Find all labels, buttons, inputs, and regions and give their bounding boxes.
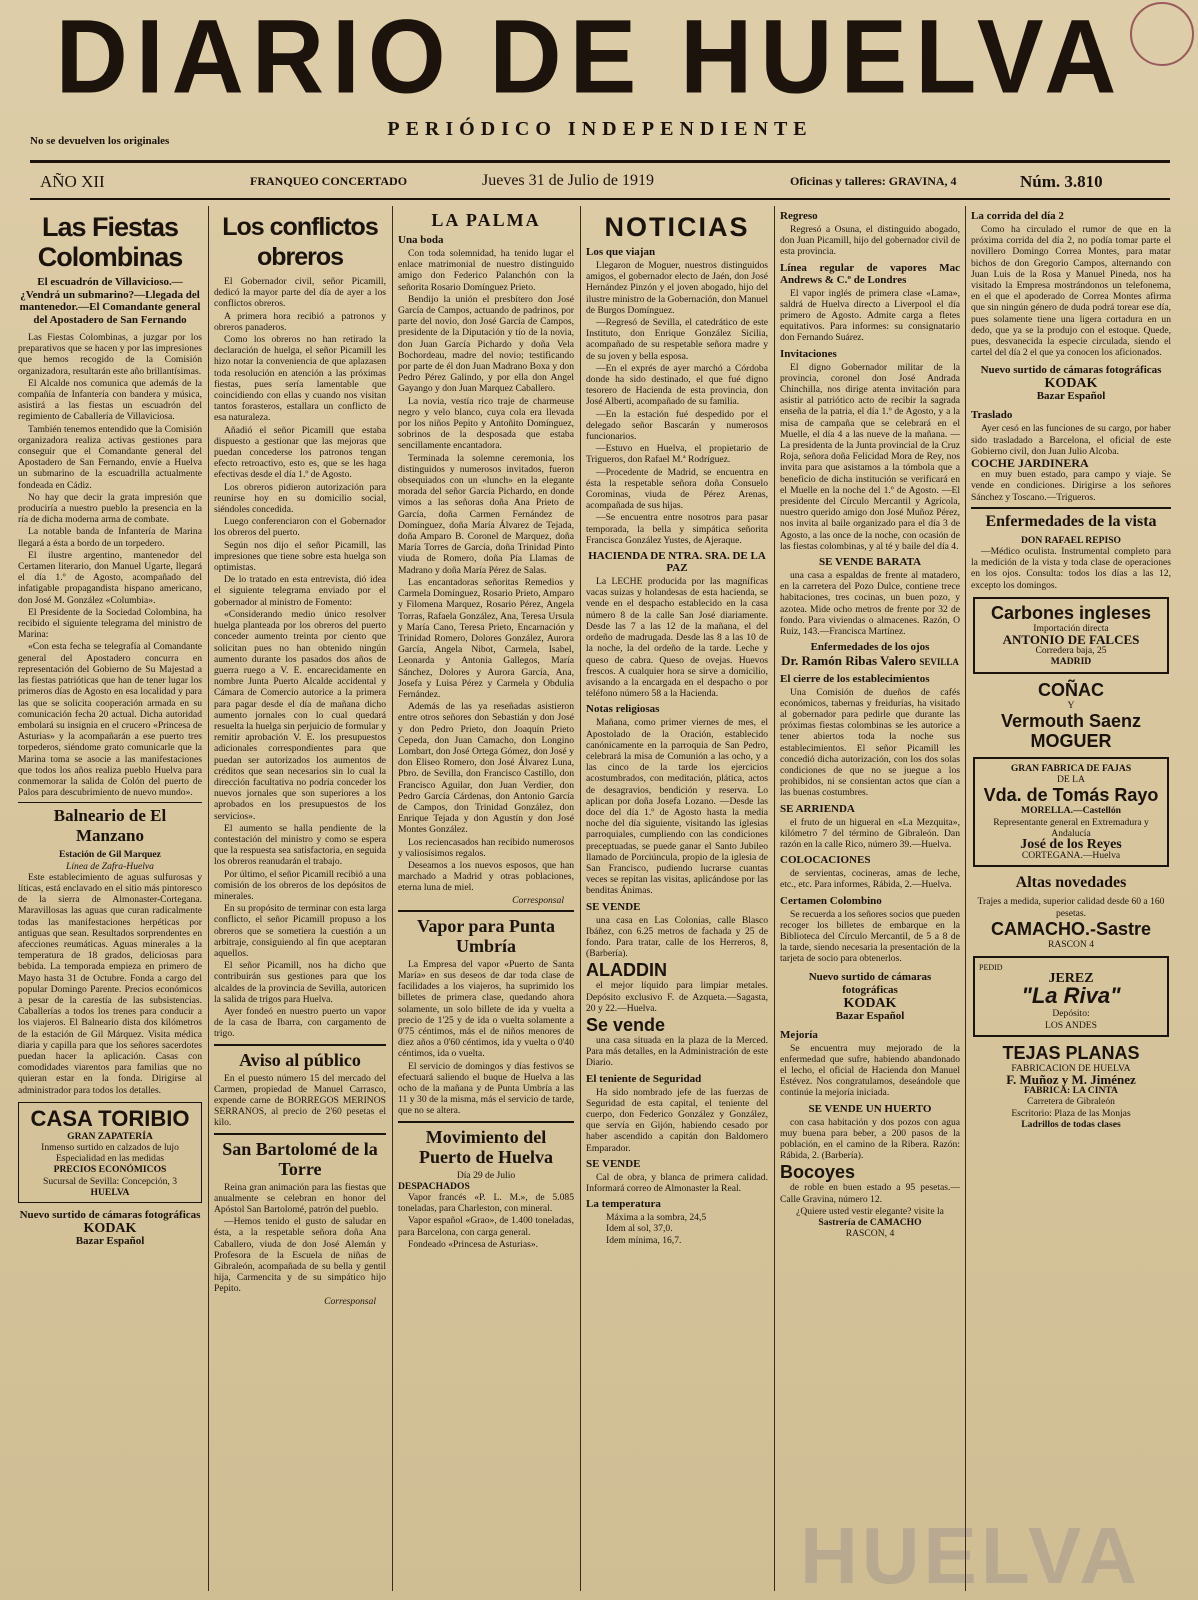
column-rule [208,206,209,1591]
ojos-doctor [780,655,960,668]
ad-carbones-ingleses [973,597,1169,674]
article-paragraph: Terminada la solemne ceremonia, los distinguidos y numerosos invitados, fueron obsequiados con un «lunch» en la elegante morada del señor García Pichardo, en donde vimos a las señoras doña Ana Prieto de García, doña Carmen Fernández de Domínguez, doña María Álvarez de Tejada, doña Amparo B. Coronel de Marquez, doña María Torres de García, doña Trinidad Pinto viuda de Romero, doña Pía Llamas de Madrano y doña María Pérez de Salas. [398,452,574,576]
signature: Corresponsal [324,1295,376,1307]
deck-fiestas: El escuadrón de Villavicioso.—¿Vendrá un submarino?—Llegada del mantenedor.—El Comandante general del Apostadero de San Fernando [19,276,201,326]
dateline-date: Jueves 31 de Julio de 1919 [482,172,654,189]
altas-name: CAMACHO.-Sastre [990,918,1152,939]
article-paragraph: El señor Picamill, nos ha dicho que contribuirán sus gestiones para que los alcaldes de la provincia de Sevilla, autoricen la salida de trigos para Huelva. [214,960,386,1005]
article-paragraph: También tenemos entendido que la Comisión organizadora realiza activas gestiones para conseguir que el Comandante general del Apostadero de San Fernando, envíe a Huelva un submarino de la escuadrilla actualmente fondeada en Cádiz. [18,423,202,491]
casa-toribio-line: PRECIOS ECONÓMICOS [53,1164,167,1176]
movimiento-date: Día 29 de Julio [456,1169,516,1181]
kodak-line: Bazar Español [75,1235,145,1248]
vista-doctor: DON RAFAEL REPISO [1020,534,1122,546]
ad-coche-title: COCHE JARDINERA [971,456,1089,471]
subhead-se-vende-huerto: SE VENDE UN HUERTO [808,1102,932,1115]
article-paragraph: Ayer cesó en las funciones de su cargo, por haber sido trasladado a Barcelona, el oficial de este Gobierno civil, don Juan Julio Alcoba. [971,423,1171,457]
kodak-brand: KODAK [83,1221,137,1237]
article-paragraph: La notable banda de Infantería de Marina llegará a ésta a bordo de un torpedero. [18,526,202,549]
camacho-address: RASCON, 4 [845,1228,895,1240]
carbones-title: Carbones ingleses [990,602,1152,623]
subhead-los-que-viajan: Los que viajan [586,246,656,258]
casa-toribio-line: Inmenso surtido en calzados de lujo [41,1142,179,1153]
subhead-se-arrienda: SE ARRIENDA [780,802,855,815]
column-4 [586,206,768,1591]
carbones-line: Importación directa [1033,622,1109,634]
article-paragraph: una casa en Las Colonias, calle Blasco Ibáñez, con 6.25 metros de fachada y 25 de fondo. Para tratar, calle de los Herreros, 8, (Barbería). [586,914,768,960]
headline-san-bartolome: San Bartolomé de la Torre [214,1133,386,1179]
archive-watermark: HUELVA [800,1511,1142,1600]
article-paragraph: Fondeado «Princesa de Asturias». [408,1238,539,1250]
article-paragraph: Una Comisión de dueños de cafés económicos, tabernas y freidurías, ha visitado al gobernador para pedirle que durante las próximas fiestas colombinas se les autorice a tener abiertos toda la noche sus establecimientos. El señor Picamill les concedió dicha autorización, con los dos solas condiciones de que no se juegue a los prohibidos, ni se consientan actos que cían a las buenas costumbres. [780,686,960,799]
altas-title: Altas novedades [1015,874,1127,892]
article-paragraph: —Se encuentra entre nosotros para pasar temporada, la bella y simpática señorita Francisca González Yustes, de Ajeraque. [586,512,768,546]
article-paragraph: El vapor inglés de primera clase «Lama», saldrá de Huelva directo a Liverpool el día primero de Agosto. Admite carga a fletes equitativos. Para informes: su consignatario don Fernando Suárez. [780,287,960,344]
headline-enfermedades-vista: Enfermedades de la vista [971,507,1171,532]
subhead-temperatura: La temperatura [586,1198,661,1211]
casa-toribio-title: CASA TORIBIO [30,1105,190,1131]
article-paragraph: Cal de obra, y blanca de primera calidad. Informará correo de Almonaster la Real. [586,1171,768,1195]
subhead-se-vende: SE VENDE [586,1157,641,1170]
tejas-line: FABRICACION DE HUELVA [1011,1062,1131,1074]
tejas-line: F. Muñoz y M. Jiménez [1006,1071,1136,1087]
article-paragraph: «Con esta fecha se telegrafía al Comandante general del Apostadero concurra en representación del Gobierno de Su Majestad a las fiestas patrióticas que han de tener lugar los primeros días de Agosto en esa localidad y para las que se solicita cooperación armada en su comunicación fecha 20 actual. Dicha autoridad embolará su insignia en el crucero «Princesa de Asturias» y la acompañarán a ese puerto tres torpederos, siéndome grato comunicarle que la Marina toma se asocie a las manifestaciones que todos los años realiza pueblo Huelva para conmemorar la salida de Colón del puerto de Palos para descubrimiento de nuevo mundo». [18,641,202,799]
temperature-line: Idem al sol, 37,0. [606,1223,673,1235]
carbones-line: Corredera baja, 25 [1035,645,1107,657]
article-paragraph: —Hemos tenido el gusto de saludar en ésta, a la respetable señora doña Ana Caballero, viuda de don José Alemán y Profesora de la Escuela de niñas de Gibraleón, acompañada de su bella y gentil hija, Carmencita y de su simpático hijo Pepito. [214,1216,386,1295]
article-paragraph: Añadió el señor Picamill que estaba dispuesto a gestionar que las mejoras que puedan concederse los patronos tengan efecto retroactivo, esto es, que se les haga efectivas desde el día 1.º de Agosto. [214,424,386,481]
article-paragraph: Este establecimiento de aguas sulfurosas y líticas, está enclavado en el sitio más pintoresco de la sierra de Almonaster-Cortegana. Maravillosas las aguas que curan radicalmente todas las manifestaciones herpéticas por antiguas que sean. Resultados sorprendentes en afecciones reumáticas. Aguas minerales a la temperatura de 18 grados, deliciosas para bebida. La temporada empieza en primero de Mayo hasta 31 de Octubre. Fonda a cargo del popular Domingo Parente. Precios económicos a pesar de la carestía de las subsistencias. Caballerías a todos los trenes para conducir a los viajeros. El Balneario dista dos kilómetros de la estación de Gil Márquez. Visita médica diaria y capilla para que los señores sacerdotes puedan hacer la aplicación. Casas con comodidades viarentos para familias que no quieran estar en la fonda. Dirigirse al administrador para todos los detalles. [18,871,202,1096]
article-paragraph: El Presidente de la Sociedad Colombina, ha recibido el siguiente telegrama del ministro de Marina: [18,606,202,641]
subhead-enfermedades-ojos: Enfermedades de los ojos [810,641,930,654]
headline-vapor-punta-umbria: Vapor para Punta Umbría [398,910,574,956]
column-rule [774,206,775,1591]
ojos-doctor-name: Dr. Ramón Ribas Valero [781,653,917,669]
ad-aladdin-title: ALADDIN [586,960,667,981]
subhead-traslado: Traslado [971,409,1013,422]
article-paragraph: —Médico oculista. Instrumental completo para la medición de la vista y toda clase de operaciones en los ojos. Consulta: todos los días a las 12, excepto los domingos. [971,546,1171,591]
article-paragraph: —En la estación fué despedido por el delegado señor Bascarán y numerosos funcionarios. [586,408,768,443]
headline-noticias: NOTICIAS [604,212,750,242]
article-paragraph: una casa situada en la plaza de la Merced. Para más detalles, en la Administración de este Diario. [586,1034,768,1069]
fajas-name: Vda. de Tomás Rayo [983,785,1159,806]
kodak-line: Nuevo surtido de cámaras fotográficas [980,364,1162,377]
article-paragraph: Como los obreros no han retirado la declaración de huelga, el señor Picamill les hizo notar la conveniencia de que aplazasen toda resolución en atención a las próximas fiestas, pues sería lamentable que coincidiendo con ellas y cuando nos visitan tantos forasteros, estallara un conflicto de esa naturaleza. [214,334,386,424]
subhead-hacienda: HACIENDA DE NTRA. SRA. DE LA PAZ [588,550,766,575]
article-paragraph: —Estuvo en Huelva, el propietario de Trigueros, don Rafael M.ª Rodríguez. [586,443,768,466]
ad-kodak [18,1209,202,1248]
conac-line: COÑAC [1038,679,1104,700]
subhead-notas-religiosas: Notas religiosas [586,703,660,716]
ad-casa-toribio [18,1102,202,1203]
article-paragraph: El Gobernador civil, señor Picamill, dedicó la mayor parte del día de ayer a los conflictos obreros. [214,276,386,310]
article-paragraph: El Alcalde nos comunica que además de la compañía de Infantería con bandera y música, asistirá a las fiestas un escuadrón del regimiento de Caballería de Villaviciosa. [18,377,202,423]
ad-bocoyes-title: Bocoyes [780,1162,856,1183]
column-6 [971,206,1171,1591]
article-paragraph: El digno Gobernador militar de la provincia, coronel don José Andrada Chinchilla, nos dirige atenta invitación para asistir al patriótico acto de recibir la sagrada enseña de la patria, el día 1.º de Agosto, y a la misa de campaña que se celebrará en el Muelle, el día 4 a las nueve de la mañana. —La presidenta de la Junta provincial de la Cruz Roja, señora doña Felicidad Mora de Rey, nos invita para que asistamos a la tómbola que a beneficio de dicha institución se verificará en el Muelle en la noche del 1.º de Agosto. —El presidente del Círculo Mercantil y Agrícola, nuestro querido amigo don José Muñoz Pérez, nos invita al baile organizado para el día 3 de Agosto, a las once de la noche, con ocasión de las fiestas colombinas, y al té y baile del día 4. [780,361,960,552]
tejas-line: Carretera de Gibraleón [1027,1096,1115,1108]
conac-line: Vermouth Saenz [1000,710,1142,731]
tejas-title: TEJAS PLANAS [1002,1042,1140,1063]
masthead-rule-bottom [30,198,1170,200]
column-3 [398,206,574,1591]
balneario-line: Línea de Zafra-Huelva [66,860,154,872]
kodak-brand: KODAK [843,995,897,1011]
fajas-line: DE LA [1057,774,1085,786]
column-rule [392,206,393,1591]
article-paragraph: Los obreros pidieron autorización para reunirse hoy en su domicilio social, siéndoles concedida. [214,481,386,516]
headline-conflictos-obreros: Los conflictos obreros [222,213,378,271]
temperature-line: Idem mínima, 16,7. [606,1234,682,1246]
ad-fajas [973,757,1169,867]
article-paragraph: El servicio de domingos y días festivos se efectuará saliendo el buque de Huelva a las ocho de la mañana y de Punta Umbría a las 11 y 30 de la misma, más el servicio de tarde, que no se altera. [398,1060,574,1117]
fajas-line: Representante general en Extremadura y Andalucía [993,816,1149,839]
tejas-line: Escritorio: Plaza de las Monjas [1011,1107,1131,1119]
column-5 [780,206,960,1591]
article-paragraph: de roble en buen estado a 95 pesetas.—Calle Gravina, número 12. [780,1182,960,1205]
ad-altas-novedades [971,873,1171,950]
camacho-name: Sastrería de CAMACHO [818,1217,922,1228]
article-paragraph: Bendijo la unión el presbítero don José García de Campos, actuando de padrinos, por parte del novio, don José García de Campos, presidente de la Diputación y tío de la novia, don Juan García Pichardo y doña Vela Bochordeau, madre del novio; testificando por parte de él don Juan Madrano Boxa y don Pedro Pérez Galindo, y por ella don Angel Gayango y don Juan Marquez Caballero. [398,293,574,395]
jerez-line: PEDID [979,962,1003,972]
article-paragraph: Según nos dijo el señor Picamill, las impresiones que tiene sobre esta huelga son optimistas. [214,539,386,574]
article-paragraph: —En el exprés de ayer marchó a Córdoba donde ha sido destinado, el que fué digno tesorero de Hacienda de esta provincia, don José Alberti, acompañado de su familia. [586,362,768,408]
article-paragraph: Se encuentra muy mejorado de la enfermedad que sufre, habiendo abandonado el lecho, el oficial de Hacienda don Manuel Estévez. Nos congratulamos, deseándole que continúe la mejoría iniciada. [780,1042,960,1099]
column-1 [18,206,202,1591]
fajas-line: José de los Reyes [1020,836,1122,852]
fajas-line: CORTEGANA.—Huelva [1021,850,1121,862]
subhead-corrida: La corrida del día 2 [971,210,1064,222]
altas-text: Trajes a medida, superior calidad desde 60 a 160 pesetas. [977,896,1165,919]
dateline-number: Núm. 3.810 [1020,172,1103,191]
jerez-brand: "La Riva" [1021,983,1121,1009]
tejas-line: FABRICA: LA CINTA [1024,1085,1118,1097]
subhead-colocaciones: COLOCACIONES [780,854,871,867]
column-2 [214,206,386,1591]
article-paragraph: Con toda solemnidad, ha tenido lugar el enlace matrimonial de nuestro distinguido amigo don Federico Palanchón con la señorita Rosario Domínguez Prieto. [398,248,574,293]
kodak-line: Nuevo surtido de cámaras fotográficas [19,1209,201,1222]
article-paragraph: Además de las ya reseñadas asistieron entre otros señores don Sebastián y don José y don Pedro Prieto, don Joaquín Prieto Cepeda, don Juan Camacho, don Longino Lombart, don José Ortega Gómez, don José y don Eliseo Romero, don José Álvarez Luna, Pbro. de Sevilla, don Francisco Castillo, don Francisco Aguilar, don Juan Verdier, don Pedro García Cárdenas, don Antonio García de Campos, don Trinidad González, don Enrique Tejada y don Agustín y don José Montes González. [398,701,574,836]
subhead-una-boda: Una boda [398,234,444,246]
signature: Corresponsal [512,894,564,906]
conac-line: Y [1067,699,1075,711]
article-paragraph: Ayer fondeó en nuestro puerto un vapor de la casa de Ibarra, con cargamento de trigo. [214,1006,386,1040]
article-paragraph: Las encantadoras señoritas Remedios y Carmela Domínguez, Rosario Prieto, Amparo y Filomena Marquez, Rosario Pérez, Angela Torras, Rafaela González, Ana, Teresa Ursula y María Cano, Teresa Prieto, Encarnación y Trinidad Romero, Dolores González, Aurora García, Angela Nibot, Carmela, Isabel, Leonarda y Antonia Gallegos, María Sánchez, Dolores y Aurora García, Ana, Josefa y Luisa Pérez y Carmela y Obdulia Fernández. [398,576,574,700]
article-paragraph: En el puesto número 15 del mercado del Carmen, propiedad de Manuel Carrasco, expende carne de BORREGOS MERINOS SERRANOS, al precio de 2'60 pesetas el kilo. [214,1072,386,1129]
kodak-line: Bazar Español [1036,390,1106,403]
casa-toribio-line: Especialidad en las medidas [56,1153,164,1165]
article-paragraph: el mejor líquido para limpiar metales. Depósito exclusivo F. de Azqueta.—Sagasta, 20 y 22.—Huelva. [586,980,768,1014]
article-paragraph: A primera hora recibió a patronos y obreros panaderos. [214,310,386,333]
headline-balneario: Balneario de El Manzano [18,802,202,846]
ojos-city: SEVILLA [919,657,959,668]
column-rule [580,206,581,1591]
temperature-line: Máxima a la sombra, 24,5 [606,1212,707,1224]
fajas-line: MORELLA.—Castellón [1021,805,1121,817]
ad-kodak [971,364,1171,403]
article-paragraph: Ha sido nombrado jefe de las fuerzas de Seguridad de esta capital, el teniente del cuerpo, don Federico González y González, que servía en Gijón, habiendo cesado por haber ascendido a capitán don Baldomero Emparador. [586,1086,768,1154]
article-paragraph: Reina gran animación para las fiestas que anualmente se celebran en honor del Apóstol San Bartolomé, patrón del pueblo. [214,1181,386,1216]
fajas-line: GRAN FABRICA DE FAJAS [1010,762,1132,774]
subhead-certamen: Certamen Colombino [780,894,882,907]
subhead-teniente: El teniente de Seguridad [586,1072,702,1085]
article-paragraph: La Empresa del vapor «Puerto de Santa María» en sus deseos de dar toda clase de facilidades a los viajeros, ha suprimido los billetes de primera clase, quedando ahora solamente, un solo billete de ida y vuelta a precio de 1'25 y de ida o vuelta solamente a 0'75 céntimos, más el de niños menores de diez años a 0'60 céntimos, ida y vuelta o 0'40 céntimos, ida o vuelta. [398,958,574,1060]
masthead-rule-top [30,160,1170,163]
article-paragraph: En su propósito de terminar con esta larga conflicto, el señor Picamill propuso a los obreros que se sometiera la cuestión a un arbitraje, consiguiendo al fin que aceptaran aquellos. [214,903,386,959]
article-paragraph: La LECHE producida por las magníficas vacas suizas y holandesas de esta hacienda, se vende en el despacho establecido en la casa número 8 de la calle San José diariamente. Desde las 7 a las 12 de la mañana, el del ordeño de madrugada. Desde las 8 a las 10 de la noche, la del ordeño de la tarde. Leche y queso de cabra. Queso de ovejas. Huevos frescos. A cualquier hora se sirve a domicilio, avisando a la encargada en el despacho o por teléfono número 58 a la Hacienda. [586,576,768,700]
article-paragraph: de servientas, cocineras, amas de leche, etc., etc. Para informes, Rábida, 2.—Huelva. [780,868,960,891]
subhead-se-vende-barata: SE VENDE BARATA [818,556,922,569]
subhead-regreso: Regreso [780,210,818,222]
article-paragraph: Vapor español «Grao», de 1.400 toneladas, para Barcelona, con carga general. [398,1215,574,1238]
headline-la-palma: LA PALMA [431,210,541,230]
article-paragraph: —Procedente de Madrid, se encuentra en ésta la respetable señora doña Consuelo Corominas, viuda de Pérez Arenas, acompañada de sus hijas. [586,466,768,512]
casa-toribio-line: HUELVA [90,1186,130,1198]
article-paragraph: Por último, el señor Picamill recibió a una comisión de los obreros de los depósitos de minerales. [214,868,386,902]
article-paragraph: Luego conferenciaron con el Gobernador los obreros del puerto. [214,516,386,539]
article-paragraph: No hay que decir la grata impresión que produciría a nuestro pueblo la presencia en la ría de dicha moderna arma de combate. [18,491,202,526]
headline-fiestas-colombinas: Las Fiestas Colombinas [37,212,183,272]
article-paragraph: El aumento se halla pendiente de la contestación del ministro y como se espera que la respuesta sea satisfactoria, en seguida los obreros reanudarán el trabajo. [214,822,386,868]
article-paragraph: Regresó a Osuna, el distinguido abogado, don Juan Picamill, hijo del gobernador civil de esta provincia. [780,224,960,258]
article-paragraph: con casa habitación y dos pozos con agua muy buena para beber, a 200 pasos de la población, en el camino de la Ribera. Razón: Rábida, 2. (Barbería). [780,1116,960,1162]
column-rule [965,206,966,1591]
subhead-se-vende: SE VENDE [586,900,641,913]
ad-kodak [780,971,960,1023]
camacho-question: ¿Quiere usted vestir elegante? visite la [796,1205,944,1217]
casa-toribio-line: Sucursal de Sevilla: Concepción, 3 [42,1175,178,1187]
altas-address: RASCON 4 [1047,938,1095,950]
ad-se-vende-title: Se vende [586,1014,666,1035]
article-paragraph: El ilustre argentino, mantenedor del Certamen literario, don Manuel Ugarte, llegará el día 1.º de Agosto, acompañado del infatigable propagandista hispano americano, don José M. González «Columbia». [18,549,202,606]
article-paragraph: De lo tratado en esta entrevista, dió idea el siguiente telegrama enviado por el gobernador al ministro de Fomento: [214,574,386,608]
masthead-title: DIARIO DE HUELVA [55,0,1125,116]
article-paragraph: en muy buen estado, para campo y viaje. Se vende en condiciones. Dirigirse a los señores Sánchez y Toscano.—Trigueros. [971,469,1171,503]
masthead-motto: No se devuelven los originales [30,135,170,147]
balneario-station: Estación de Gil Marquez [59,849,161,861]
article-paragraph: Mañana, como primer viernes de mes, el Apostolado de la Oración, establecido canónicamente en la parroquia de San Pedro, celebrará la misa de Comunión a las ocho, y a las cinco de la tarde los ejercicios acostumbrados, con meditación, plática, actos de desagravios, bendición y reserva. Lo aplican por doña Josefa Lozano. —Desde las doce del día 1.º de Agosto hasta la media noche del día siguiente, visitando las iglesias parroquiales, cumpliendo con las condiciones preceptuadas, se puede ganar el Santo Jubileo llamado de Porciúncula, propio de la iglesia de San Francisco, pudiendo lucrarse cuantas veces se repitan las visitas, aplicándose por las benditas Ánimas. [586,717,768,897]
headline-aviso-publico: Aviso al público [214,1044,386,1070]
subhead-invitaciones: Invitaciones [780,347,837,360]
dateline [30,172,1170,196]
article-paragraph: Los reciencasados han recibido numerosos y valiosísimos regalos. [398,836,574,859]
article-paragraph: Vapor francés «P. L. M.», de 5.085 toneladas, para Charleston, con mineral. [398,1192,574,1215]
subhead-linea-vapores: Línea regular de vapores Mac Andrews & C.º de Londres [780,261,960,286]
carbones-city: MADRID [1050,656,1092,668]
subhead-cierre: El cierre de los establecimientos [780,672,930,685]
article-paragraph: —Regresó de Sevilla, el catedrático de este Instituto, don Enrique González Sicilia, acompañado de su respetable señora madre y de su joven y bella esposa. [586,317,768,362]
article-paragraph: Deseamos a los nuevos esposos, que han marchado a Madrid y otras poblaciones, eterna luna de miel. [398,859,574,894]
ad-camacho [780,1206,960,1240]
article-paragraph: Se recuerda a los señores socios que pueden recoger los billetes de embarque en la Biblioteca del Círculo Mercantil, de 5 a 8 de la tarde, siendo necesaria la presentación de la tarjeta de socio para obtenerlos. [780,908,960,965]
jerez-line: JEREZ [1048,971,1094,987]
subhead-mejoria: Mejoría [780,1028,818,1041]
jerez-line: Depósito: [1052,1008,1090,1020]
article-paragraph: Llegaron de Moguer, nuestros distinguidos amigos, el gobernador electo de Jaén, don José Hernández Pinzón y el joven abogado, hijo del ilustre ministro de la Gobernación, don Manuel de Burgos Domínguez. [586,260,768,316]
jerez-line: LOS ANDES [1045,1019,1097,1031]
kodak-line: Bazar Español [835,1009,905,1022]
conac-line: MOGUER [1030,730,1112,751]
article-paragraph: Las Fiestas Colombinas, a juzgar por los preparativos que se hacen y por las impresiones que hemos recogido de la Comisión organizadora, resultarán este año brillantísimas. [18,332,202,377]
article-paragraph: «Considerando medio único resolver huelga planteada por los obreros del puerto conceder aumento treinta por ciento que solicitan pues no han obtenido ningún aumento durante los pasados dos años de guerra ruego a V. E. encarecidamente en nombre Junta Puerto Alcalde accidental y Cámara de Comercio autorice a la primera para pagar desde el día de mañana dicho aumento jornales con lo cual quedará resuelta la huelga sin perjuicio de formular y remitir aprobación V. E. los presupuestos adicionales correspondientes para que puedan ser autorizados los aumentos de créditos que sean necesarios sin lo cual la dirección facultativa no podría conceder los nuevos jornales que son superiores a los aprobados en los presupuestos de los servicios». [214,608,386,822]
dateline-postage: FRANQUEO CONCERTADO [250,174,408,188]
article-paragraph: una casa a espaldas de frente al matadero, en la carretera del Pozo Dulce, contiene trece habitaciones, tres cocinas, un buen pozo, y azotea. Mide ocho metros de frente por 32 de fondo. Para viviendas o almacenes. Razón, O Ruiz, 143.—Francisca Martínez. [780,570,960,638]
kodak-line: Nuevo surtido de cámaras fotográficas [808,970,932,996]
article-paragraph: Como ha circulado el rumor de que en la próxima corrida del día 2, no podía tomar parte el novillero Domingo Correa Montes, para matar bichos de don Gregorio Campos, alternando con Juan Luis de la Rosa y Manuel Pineda, nos ha visitado la Empresa mostrándonos un telefonema, en el que el apoderado de Correa Montes afirma que sin ningún género de duda podrá torear ese día, pues solamente tiene una ligera cortadura en un dedo, que ya se la produjo con el estoque. Quede, pues, desvanecida la especie circulada, siendo el cartel del día 2 el que ya conocen los aficionados. [971,224,1171,359]
tejas-line: Ladrillos de todas clases [1021,1118,1121,1130]
ad-conac [971,680,1171,751]
kodak-brand: KODAK [1044,376,1098,392]
dateline-year: AÑO XII [40,172,105,191]
ad-jerez-la-riva [973,956,1169,1037]
article-paragraph: La novia, vestía rico traje de charmeuse negro y velo blanco, cuya cola era llevada por los niños Pepito y Antoñito Domínguez, sobrinos de la desposada que estaba sencillamente encantadora. [398,395,574,452]
carbones-name: ANTONIO DE FALCES [1002,632,1140,648]
article-paragraph: el fruto de un higueral en «La Mezquita», kilómetro 7 del término de Gibraleón. Dan razón en la calle Rico, número 39.—Huelva. [780,816,960,850]
masthead-subtitle: PERIÓDICO INDEPENDIENTE [387,118,813,140]
ad-tejas-planas [971,1043,1171,1130]
dateline-office: Oficinas y talleres: GRAVINA, 4 [790,174,957,188]
headline-movimiento-puerto: Movimiento del Puerto de Huelva [398,1121,574,1167]
movimiento-sub: DESPACHADOS [398,1180,470,1192]
casa-toribio-sub: GRAN ZAPATERÍA [67,1130,153,1142]
